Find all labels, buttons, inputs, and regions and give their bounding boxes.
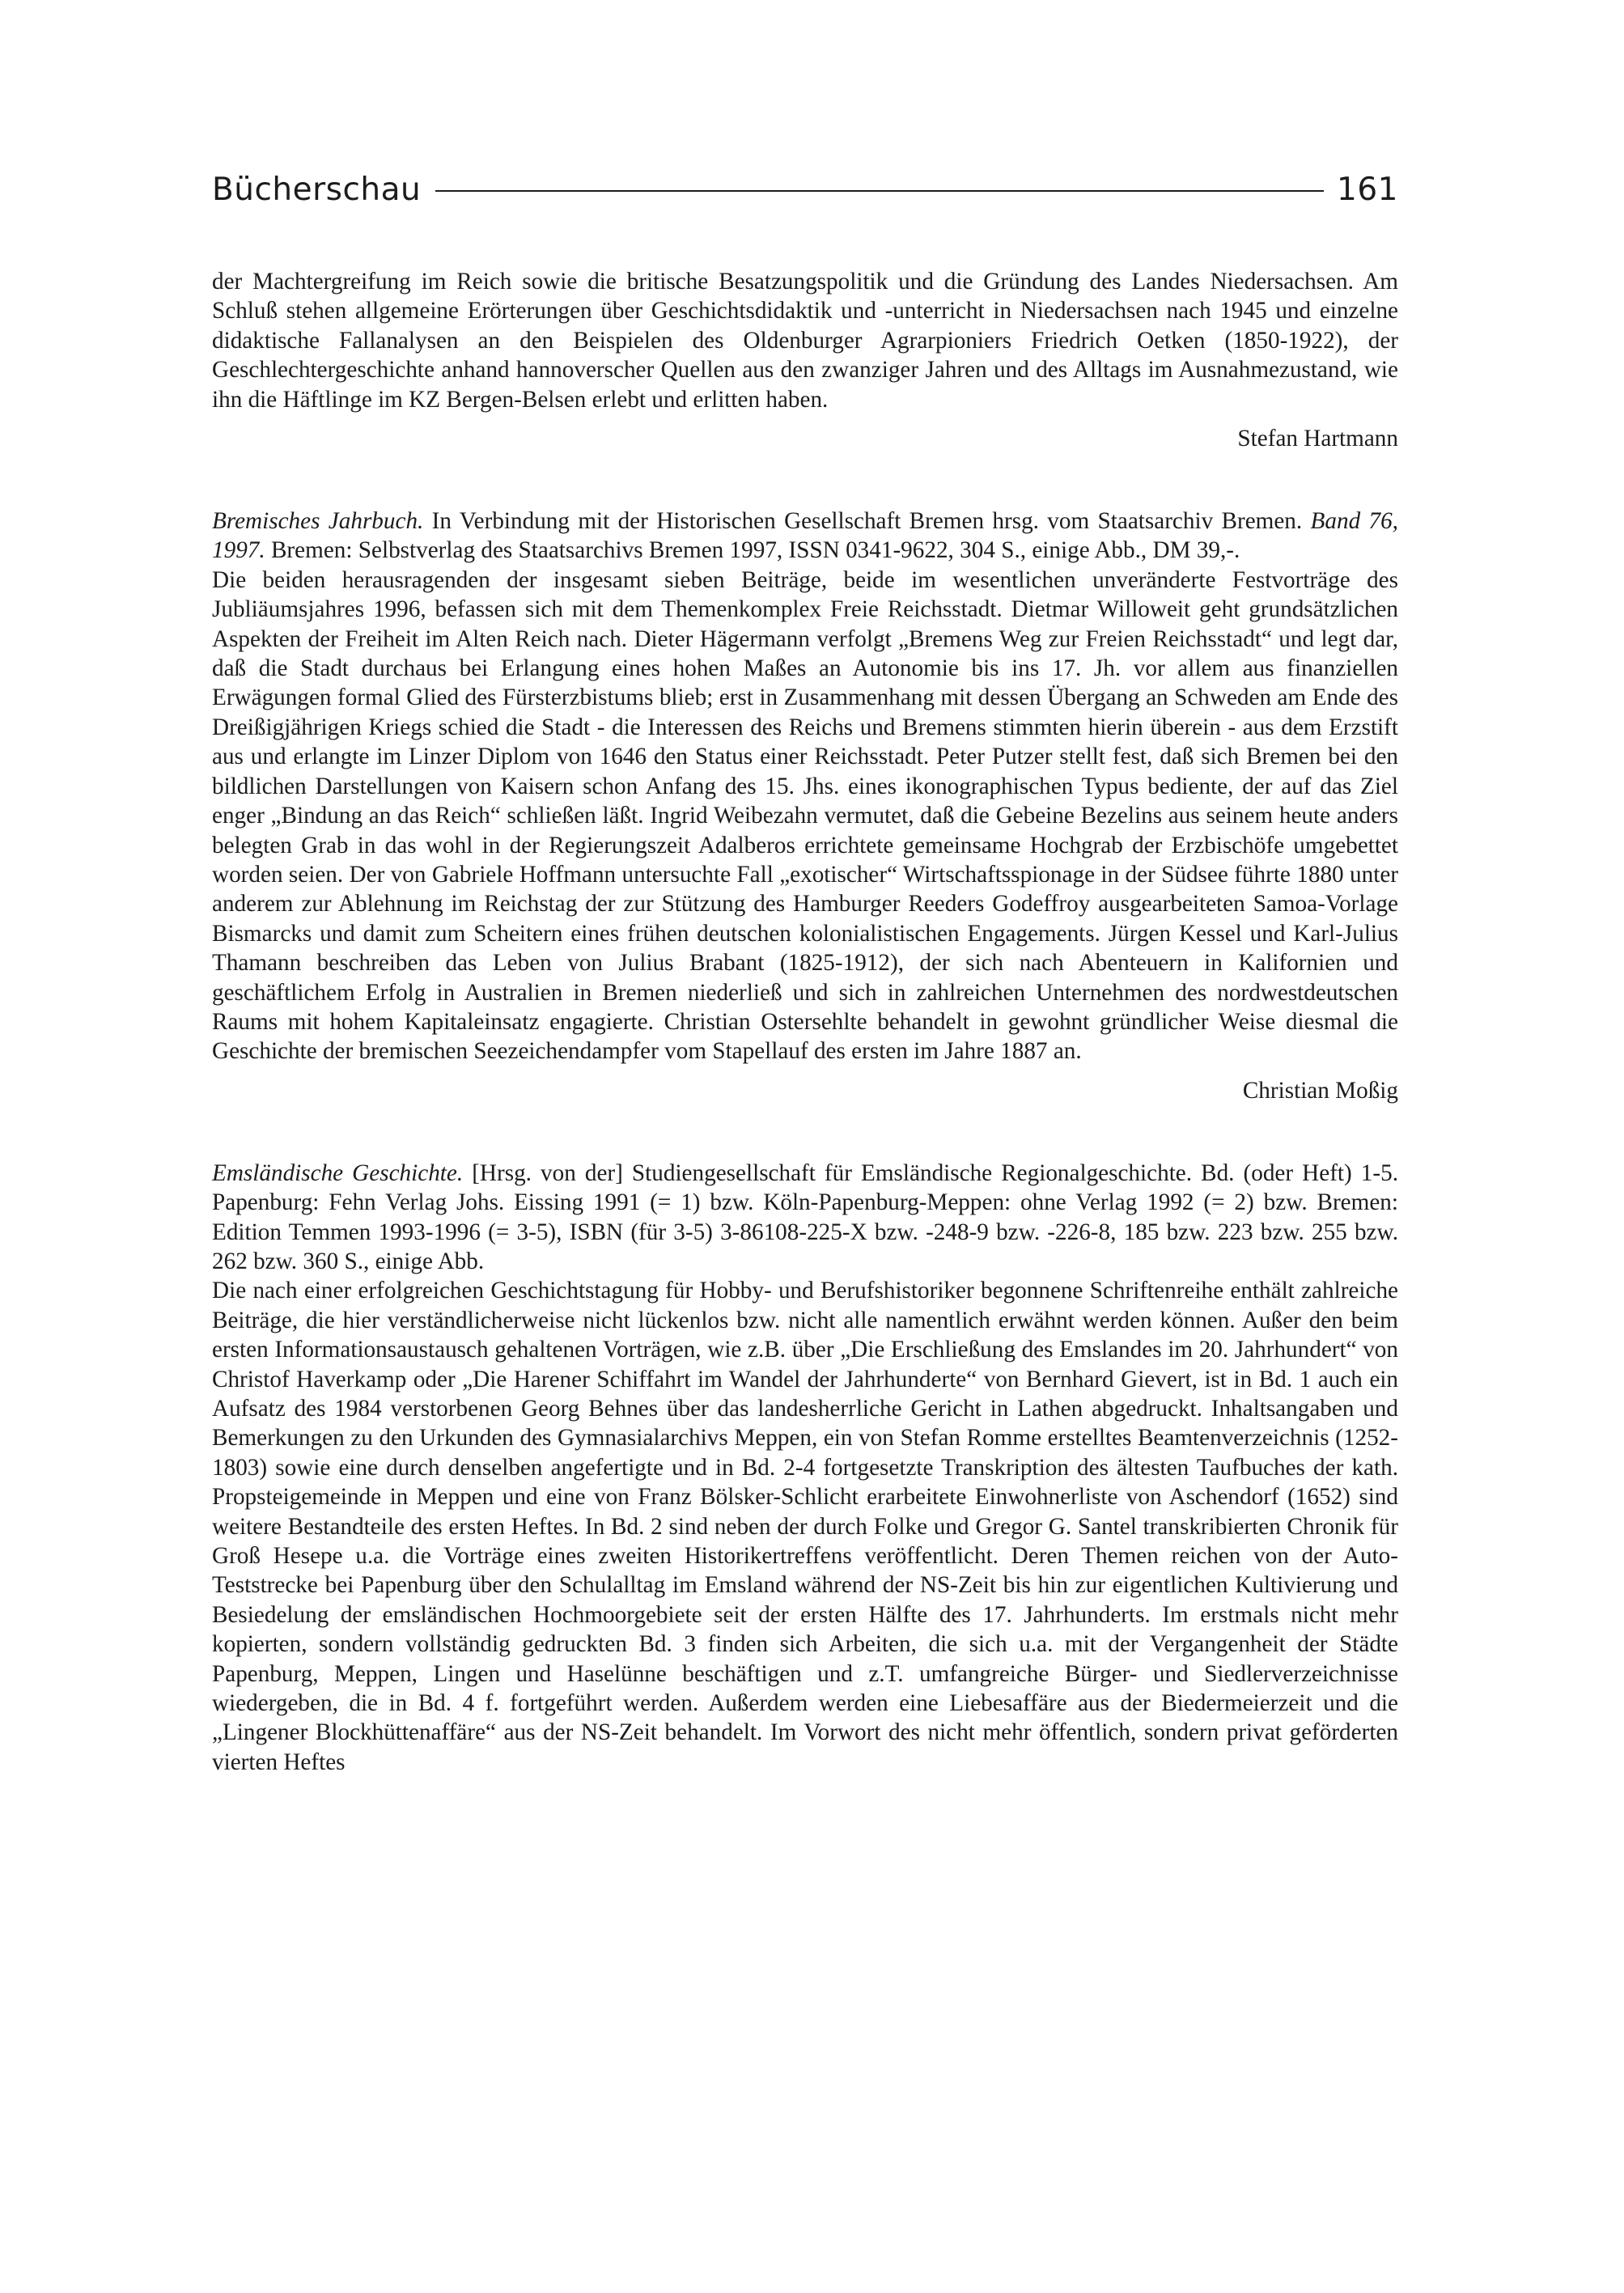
review-bremisches-jahrbuch xyxy=(212,506,1398,1104)
reviewer-signature xyxy=(212,1063,1398,1104)
citation-text: Bremen: Selbstverlag des Staatsarchivs Bremen 1997, ISSN 0341-9622, 304 S., einige Abb., DM 39,-. xyxy=(265,537,1240,564)
continuation-paragraph: der Machtergreifung im Reich sowie die britische Besatzungspolitik und die Gründung des Landes Niedersachsen. Am Schluß stehen allgemeine Erörterungen über Geschichtsdidaktik und -unterricht in Niedersachsen nach 1945 und einzelne didaktische Fallanalysen an den Beispielen des Oldenburger Agrarpioniers Friedrich Oetken (1850-1922), der Geschlechtergeschichte anhand hannoverscher Quellen aus den zwanziger Jahren und des Alltags im Ausnahmezustand, wie ihn die Häftlinge im KZ Bergen-Belsen erlebt und erlitten haben. xyxy=(212,269,1398,413)
running-head xyxy=(212,166,1398,214)
review-citation xyxy=(212,1159,1398,1277)
page-body xyxy=(212,267,1398,1777)
citation-text: [Hrsg. von der] Studiengesellschaft für Emsländische Regionalgeschichte. Bd. (oder Heft) 1-5. Papenburg: Fehn Verlag Johs. Eissing 1991 (= 1) bzw. Köln-Papenburg-Meppen: ohne Verlag 1992 (= 2) bzw. Bremen: Edition Temmen 1993-1996 (= 3-5), ISBN (für 3-5) 3-86108-225-X bzw. -248-9 bzw. -226-8, 185 bzw. 223 bzw. 255 bzw. 262 bzw. 360 S., einige Abb. xyxy=(212,1159,1399,1274)
review-citation xyxy=(212,506,1398,566)
document-page xyxy=(212,166,1398,1777)
reviewer-name: Stefan Hartmann xyxy=(1237,426,1398,452)
review-title: Bremisches Jahrbuch. xyxy=(212,508,424,535)
review-body: Die beiden herausragenden der insgesamt sieben Beiträge, beide im wesentlichen unveränderte Festvorträge des Jubliäumsjahres 1996, befassen sich mit dem Themenkomplex Freie Reichsstadt. Dietmar Willoweit geht grundsätzlichen Aspekten der Freiheit im Alten Reich nach. Dieter Hägermann verfolgt „Bremens Weg zur Freien Reichsstadt“ und legt dar, daß die Stadt durchaus bei Erlangung eines hohen Maßes an Autonomie bis ins 17. Jh. vor allem aus finanziellen Erwägungen formal Glied des Fürsterzbistums blieb; erst in Zusammenhang mit dessen Übergang an Schweden am Ende des Dreißigjährigen Kriegs schied die Stadt - die Interessen des Reichs und Bremens stimmten hierin überein - aus dem Erzstift aus und erlangte im Linzer Diplom von 1646 den Status einer Reichsstadt. Peter Putzer stellt fest, daß sich Bremen bei den bildlichen Darstellungen von Kaisern schon Anfang des 15. Jhs. eines ikonographischen Typus bediente, der auf das Ziel enger „Bindung an das Reich“ schließen läßt. Ingrid Weibezahn vermutet, daß die Gebeine Bezelins aus seinem heute anders belegten Grab in das wohl in der Regierungszeit Adalberos errichtete gemeinsame Hochgrab der Erzbischöfe umgebettet worden seien. Der von Gabriele Hoffmann untersuchte Fall „exotischer“ Wirtschaftsspionage in der Südsee führte 1880 unter anderem zur Ablehnung im Reichstag der zur Stützung des Hamburger Reeders Godeffroy ausgearbeiteten Samoa-Vorlage Bismarcks und damit zum Scheitern eines frühen deutschen kolonialistischen Engagements. Jürgen Kessel und Karl-Julius Thamann beschreiben das Leben von Julius Brabant (1825-1912), der sich nach Abenteuern in Kalifornien und geschäftlichem Erfolg in Australien in Bremen niederließ und sich in zahlreichen Unternehmen des nordwestdeutschen Raums mit hohem Kapitaleinsatz engagierte. Christian Ostersehlte behandelt in gewohnt gründlicher Weise diesmal die Geschichte der bremischen Seezeichendampfer vom Stapellauf des ersten im Jahre 1887 an. xyxy=(212,566,1398,1065)
citation-band: Band 76, 1997. xyxy=(212,508,1398,564)
review-emslaendische-geschichte xyxy=(212,1159,1398,1778)
review-title: Emsländische Geschichte. xyxy=(212,1159,464,1186)
review-body: Die nach einer erfolgreichen Geschichtstagung für Hobby- und Berufshistoriker begonnene Schriftenreihe enthält zahlreiche Beiträge, die hier verständlicherweise nicht lückenlos bzw. nicht alle namentlich erwähnt werden können. Außer den beim ersten Informationsaustausch gehaltenen Vorträgen, wie z.B. über „Die Erschließung des Emslandes im 20. Jahrhundert“ von Christof Haverkamp oder „Die Harener Schiffahrt im Wandel der Jahrhunderte“ von Bernhard Gievert, ist in Bd. 1 auch ein Aufsatz des 1984 verstorbenen Georg Behnes über das landesherrliche Gericht in Lathen abgedruckt. Inhaltsangaben und Bemerkungen zu den Urkunden des Gymnasialarchivs Meppen, ein von Stefan Romme erstelltes Beamtenverzeichnis (1252-1803) sowie eine durch denselben angefertigte und in Bd. 2-4 fortgesetzte Transkription des ältesten Taufbuches der kath. Propsteigemeinde in Meppen und eine von Franz Bölsker-Schlicht erarbeitete Einwohnerliste von Aschendorf (1652) sind weitere Bestandteile des ersten Heftes. In Bd. 2 sind neben der durch Folke und Gregor G. Santel transkribierten Chronik für Groß Hesepe u.a. die Vorträge eines zweiten Historikertreffens veröffentlicht. Deren Themen reichen von der Auto-Teststrecke bei Papenburg über den Schulalltag im Emsland während der NS-Zeit bis hin zur eigentlichen Kultivierung und Besiedelung der emsländischen Hochmoorgebiete seit der ersten Hälfte des 17. Jahrhunderts. Im erstmals nicht mehr kopierten, sondern vollständig gedruckten Bd. 3 finden sich Arbeiten, die sich u.a. mit der Vergangenheit der Städte Papenburg, Meppen, Lingen und Haselünne beschäftigen und z.T. umfangreiche Bürger- und Siedlerverzeichnisse wiedergeben, die in Bd. 4 f. fortgeführt werden. Außerdem werden eine Liebesaffäre aus der Biedermeierzeit und die „Lingener Blockhüttenaffäre“ aus der NS-Zeit behandelt. Im Vorwort des nicht mehr öffentlich, sondern privat geförderten vierten Heftes xyxy=(212,1278,1398,1775)
page-number: 161 xyxy=(1324,166,1398,214)
citation-text: In Verbindung mit der Historischen Gesellschaft Bremen hrsg. vom Staatsarchiv Bremen. xyxy=(423,508,1311,535)
reviewer-name: Christian Moßig xyxy=(1242,1077,1398,1104)
header-rule xyxy=(395,190,1342,192)
section-title: Bücherschau xyxy=(212,166,435,214)
reviewer-signature xyxy=(212,411,1398,452)
